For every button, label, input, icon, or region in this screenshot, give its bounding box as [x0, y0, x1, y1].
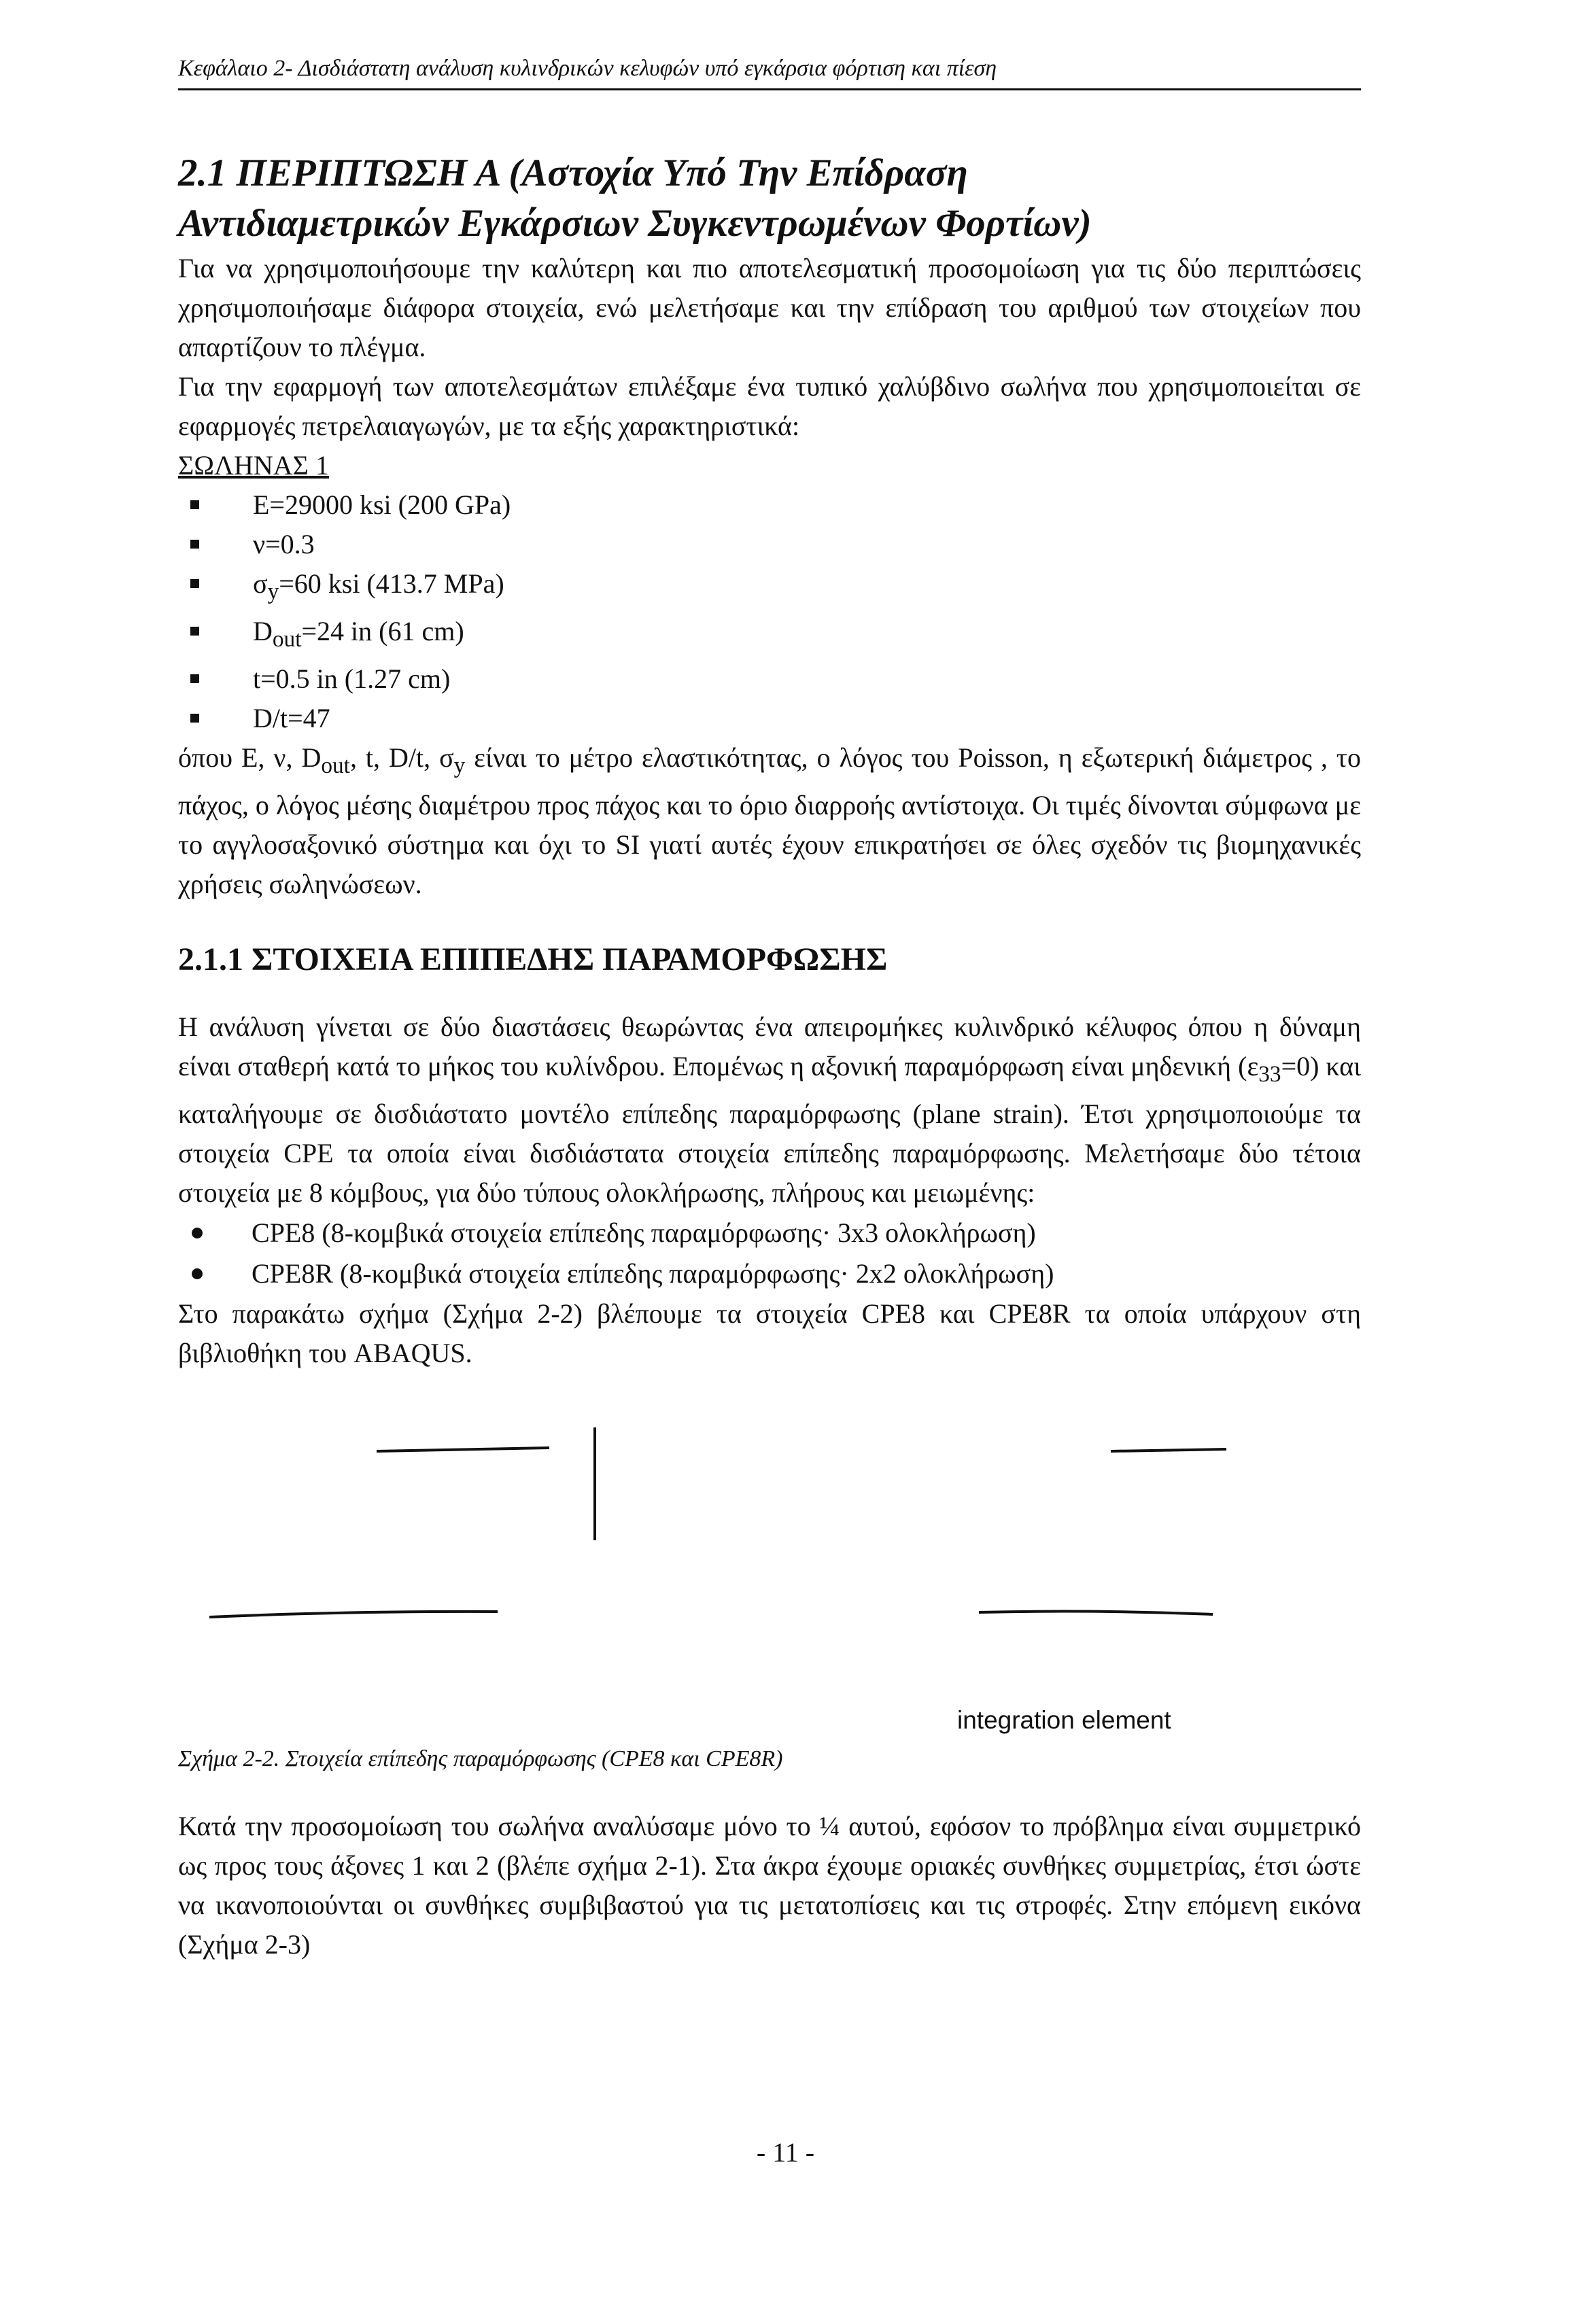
section-paragraph-3	[178, 738, 1361, 904]
sub-para1-part-a: Η ανάλυση γίνεται σε δύο διαστάσεις θεωρώντας ένα απειρομήκες κυλινδρικό κέλυφος όπου η δύναμη είναι σταθερή κατά το μήκος του κυλίνδρου. Επομένως η αξονική παραμόρφωση είναι μηδενική (ε	[178, 1011, 1361, 1081]
subsection-title: 2.1.1 ΣΤΟΙΧΕΙΑ ΕΠΙΠΕΔΗΣ ΠΑΡΑΜΟΡΦΩΣΗΣ	[178, 941, 888, 977]
para3-subscript-out: out	[321, 753, 350, 778]
property-thickness: t=0.5 in (1.27 cm)	[253, 663, 451, 694]
property-yield-subscript: y	[267, 579, 279, 604]
property-item	[178, 699, 1361, 738]
property-item	[178, 612, 1361, 659]
property-item	[178, 564, 1361, 612]
main-content	[178, 148, 1361, 1964]
sub-para1-subscript: 33	[1258, 1061, 1281, 1087]
property-diameter-symbol: D	[253, 616, 273, 646]
property-yield-symbol: σ	[253, 568, 268, 599]
page-number: - 11 -	[756, 2137, 815, 2168]
para3-part-c: είναι το μέτρο ελαστικότητας, ο λόγος του Poisson, η εξωτερική διάμετρος , το πάχος, ο λόγος μέσης διαμέτρου προς πάχος και το όριο διαρροής αντίστοιχα. Οι τιμές δίνονται σύμφωνα με το αγγλοσαξονικό σύστημα και όχι το SI γιατί αυτές έχουν επικρατήσει σε όλες σχεδόν τις βιομηχανικές χρήσεις σωληνώσεων.	[178, 742, 1362, 899]
element-types-list	[178, 1213, 1361, 1294]
sub-para1-part-b: =0) και καταλήγουμε σε δισδιάστατο μοντέλο επίπεδης παραμόρφωσης (plane strain). Έτσι χρησιμοποιούμε τα στοιχεία CPE τα οποία είναι δισδιάστατα στοιχεία επίπεδης παραμόρφωσης. Μελετήσαμε δύο τέτοια στοιχεία με 8 κόμβους, για δύο τύπους ολοκλήρωσης, πλήρους και μειωμένης:	[178, 1050, 1362, 1208]
element-type-cpe8r: CPE8R (8-κομβικά στοιχεία επίπεδης παραμόρφωσης· 2x2 ολοκλήρωση)	[178, 1253, 1361, 1294]
figure-2-2	[178, 1392, 1361, 1774]
figure-graphic	[178, 1392, 1361, 1774]
element-edge-bottom-left	[209, 1612, 498, 1617]
figure-label: integration element	[957, 1705, 1171, 1734]
property-diameter-subscript: out	[272, 627, 302, 652]
element-edge-bottom-right	[979, 1611, 1213, 1614]
property-diameter-value: =24 in (61 cm)	[301, 616, 464, 646]
subsection-paragraph-1	[178, 1007, 1361, 1213]
para3-subscript-y: y	[453, 753, 466, 778]
property-yield-value: =60 ksi (413.7 MPa)	[279, 568, 504, 599]
closing-paragraph: Κατά την προσομοίωση του σωλήνα αναλύσαμε μόνο το ¼ αυτού, εφόσον το πρόβλημα είναι συμμετρικό ως προς τους άξονες 1 και 2 (βλέπε σχήμα 2-1). Στα άκρα έχουμε οριακές συνθήκες συμμετρίας, έτσι ώστε να ικανοποιούνται οι συνθήκες συμβιβαστού για τις μετατοπίσεις και τις στροφές. Στην επόμενη εικόνα (Σχήμα 2-3)	[178, 1810, 1361, 1960]
subsection-paragraph-2: Στο παρακάτω σχήμα (Σχήμα 2-2) βλέπουμε τα στοιχεία CPE8 και CPE8R τα οποία υπάρχουν στη βιβλιοθήκη του ABAQUS.	[178, 1298, 1361, 1368]
section-title-line1: 2.1 ΠΕΡΙΠΤΩΣΗ Α (Αστοχία Υπό Την Επίδραση	[178, 152, 968, 194]
section-paragraph-2: Για την εφαρμογή των αποτελεσμάτων επιλέξαμε ένα τυπικό χαλύβδινο σωλήνα που χρησιμοποιείται σε εφαρμογές πετρελαιαγωγών, με τα εξής χαρακτηριστικά:	[178, 371, 1361, 441]
property-elastic-modulus: E=29000 ksi (200 GPa)	[253, 489, 511, 520]
property-item	[178, 485, 1361, 525]
property-item	[178, 525, 1361, 564]
pipe-properties-list	[178, 485, 1361, 738]
property-item	[178, 659, 1361, 699]
section-title-line2: Αντιδιαμετρικών Εγκάρσιων Συγκεντρωμένων Φορτίων)	[178, 202, 1092, 245]
property-d-over-t: D/t=47	[253, 703, 330, 733]
para3-part-a: όπου E, ν, D	[178, 742, 322, 773]
running-header: Κεφάλαιο 2- Δισδιάστατη ανάλυση κυλινδρικών κελυφών υπό εγκάρσια φόρτιση και πίεση	[178, 53, 1361, 90]
section-paragraph-1: Για να χρησιμοποιήσουμε την καλύτερη και πιο αποτελεσματική προσομοίωση για τις δύο περιπτώσεις χρησιμοποιήσαμε διάφορα στοιχεία, ενώ μελετήσαμε και την επίδραση του αριθμού των στοιχείων που απαρτίζουν το πλέγμα.	[178, 253, 1361, 362]
element-type-cpe8: CPE8 (8-κομβικά στοιχεία επίπεδης παραμόρφωσης· 3x3 ολοκλήρωση)	[178, 1213, 1361, 1253]
pipe-label: ΣΩΛΗΝΑΣ 1	[178, 450, 329, 481]
para3-part-b: , t, D/t, σ	[349, 742, 454, 773]
section-title	[178, 148, 1361, 249]
element-edge-top-left	[377, 1448, 549, 1451]
element-edge-top-right	[1111, 1449, 1226, 1451]
figure-caption: Σχήμα 2-2. Στοιχεία επίπεδης παραμόρφωσης (CPE8 και CPE8R)	[178, 1746, 783, 1771]
property-poisson: ν=0.3	[253, 529, 315, 559]
